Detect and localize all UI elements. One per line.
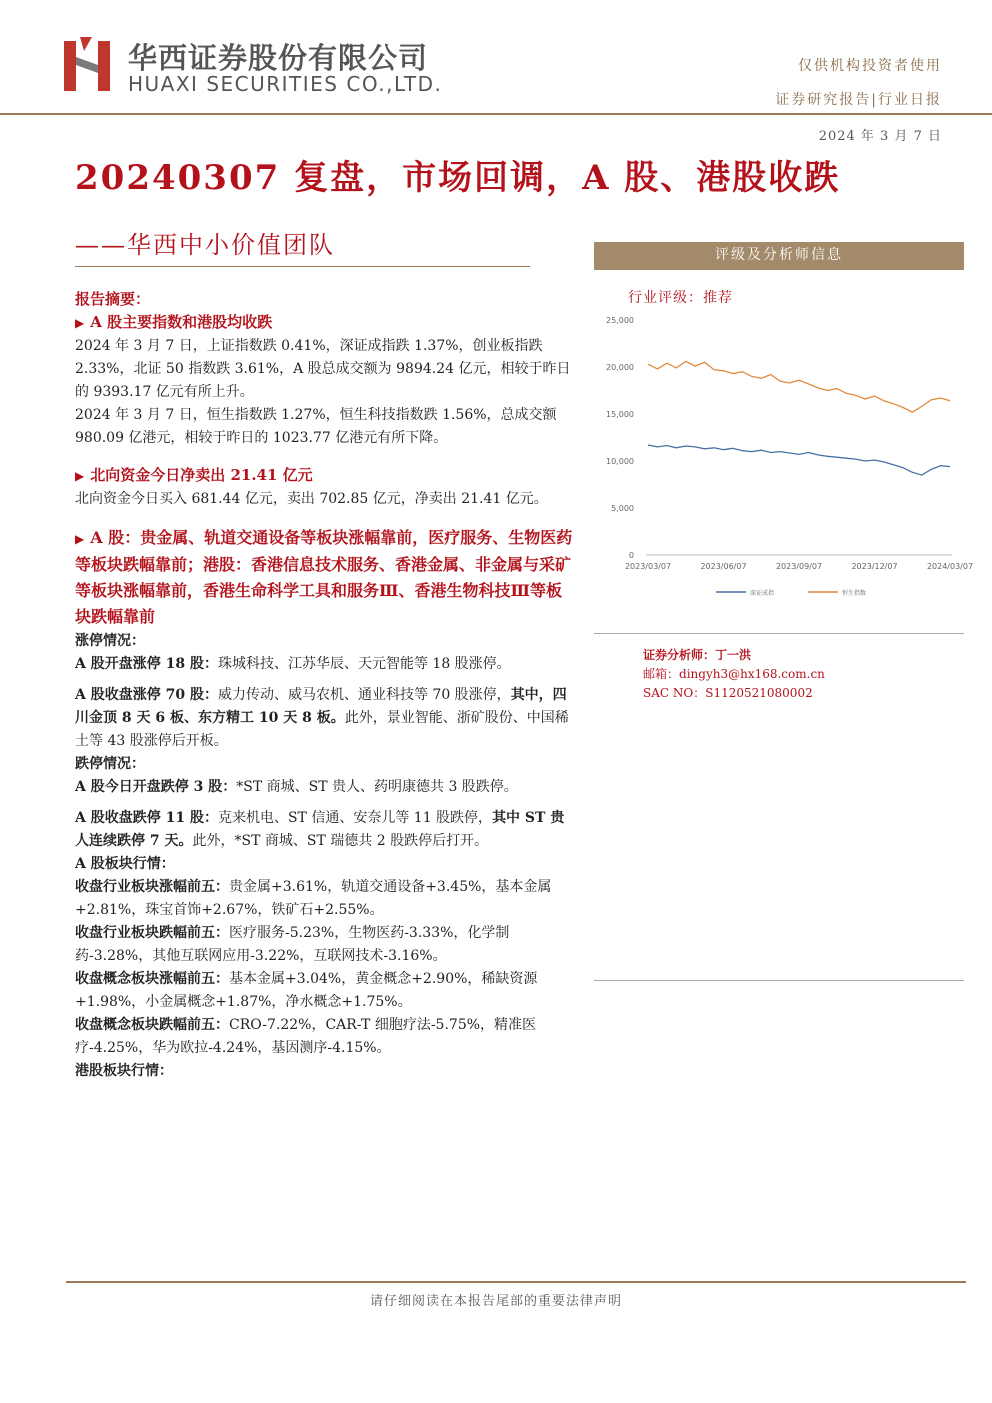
limit-up-open-label: A 股开盘涨停 18 股： [75, 656, 218, 672]
limit-down-close-label: A 股收盘跌停 11 股： [75, 810, 218, 826]
report-summary [75, 288, 575, 1083]
analyst-sac [643, 684, 813, 701]
limit-down-open-text: *ST 商城、ST 贵人、药明康德共 3 股跌停。 [236, 779, 518, 795]
sector-industry-up-label: 收盘行业板块涨幅前五： [75, 879, 229, 895]
sac-label: SAC NO： [643, 686, 706, 700]
limit-up-heading: 涨停情况： [75, 633, 145, 649]
header-divider [0, 113, 992, 115]
x-tick-label: 2023/06/07 [700, 562, 747, 571]
sidebar-separator [594, 633, 964, 634]
y-axis [606, 316, 634, 560]
limit-up-close-tail: 此外，景业智能、浙矿股份、中国稀土等 43 股涨停后开板。 [75, 710, 569, 749]
industry-rating [628, 287, 733, 307]
sector-industry-down-label: 收盘行业板块跌幅前五： [75, 925, 229, 941]
analyst-name: 丁一洪 [715, 648, 752, 662]
sector-industry-down-text: 医疗服务-5.23%，生物医药-3.33%，化学制药-3.28%，其他互联网应用-3.22%，互联网技术-3.16%。 [75, 925, 510, 964]
legal-notice[interactable]: 请仔细阅读在本报告尾部的重要法律声明 [369, 1294, 622, 1309]
limit-down-close-tail: 此外，*ST 商城、ST 瑞德共 2 股跌停后打开。 [192, 833, 489, 849]
y-tick-label: 25,000 [606, 316, 634, 325]
limit-up-close-highlight: 其中，四川金顶 8 天 6 板、东方精工 10 天 8 板。 [75, 687, 567, 726]
legend-label-0: 深证成指 [750, 590, 775, 597]
y-tick-label: 20,000 [606, 363, 634, 372]
sector-industry-up-text: 贵金属+3.61%，轨道交通设备+3.45%，基本金属+2.81%，珠宝首饰+2.67%，铁矿石+2.55%。 [75, 879, 552, 918]
x-tick-label: 2023/09/07 [775, 562, 823, 571]
email-label: 邮箱： [643, 667, 680, 681]
section-2-para-1: 北向资金今日买入 681.44 亿元，卖出 702.85 亿元，净卖出 21.41 亿元。 [75, 491, 548, 507]
footer-divider [66, 1281, 966, 1283]
y-tick-label: 10,000 [606, 457, 634, 466]
section-2-title [75, 464, 575, 488]
limit-down-close-highlight: 其中 ST 贵人连续跌停 7 天。 [75, 810, 565, 849]
team-name: ——华西中小价值团队 [75, 231, 335, 259]
limit-down-close [75, 807, 575, 853]
analyst [643, 646, 751, 663]
audience-note: 仅供机构投资者使用 [798, 58, 942, 74]
sector-industry-down [75, 922, 575, 968]
limit-up-close-label: A 股收盘涨停 70 股： [75, 687, 218, 703]
sidebar-separator-bottom [594, 980, 964, 981]
company-name-cn: 华西证券股份有限公司 [128, 41, 429, 75]
limit-down-close-text: 克来机电、ST 信通、安奈儿等 11 股跌停， [217, 810, 493, 826]
x-tick-label: 2024/03/07 [926, 562, 974, 571]
series-line-1 [648, 361, 950, 412]
y-tick-label: 0 [628, 551, 634, 560]
section-1-title-text: A 股主要指数和港股均收跌 [90, 313, 273, 331]
section-3-title [75, 525, 575, 630]
rating-label: 行业评级： [628, 290, 703, 306]
section-3-title-text: A 股：贵金属、轨道交通设备等板块涨幅靠前，医疗服务、生物医药等板块跌幅靠前；港股：香港信息技术服务、香港金属、非金属与采矿等板块涨幅靠前，香港生命科学工具和服务Ⅲ、香港生物科技Ⅲ等板块跌幅靠前 [75, 528, 573, 626]
limit-up-open [75, 653, 575, 676]
triangle-bullet-icon: ▶ [75, 469, 85, 483]
index-line-chart [596, 305, 986, 605]
sector-heading: A 股板块行情： [75, 856, 175, 872]
sector-concept-down [75, 1014, 575, 1060]
sector-concept-down-text: CRO-7.22%，CAR-T 细胞疗法-5.75%，精准医疗-4.25%，华为欧拉-4.24%，基因测序-4.15%。 [75, 1017, 537, 1056]
sector-concept-up-label: 收盘概念板块涨幅前五： [75, 971, 229, 987]
team-divider [75, 266, 530, 267]
triangle-bullet-icon: ▶ [75, 316, 85, 330]
hk-sector-heading: 港股板块行情： [75, 1063, 173, 1079]
sidebar-divider [594, 268, 964, 270]
analyst-email [643, 665, 825, 682]
limit-down-open-label: A 股今日开盘跌停 3 股： [75, 779, 237, 795]
legend [716, 589, 866, 597]
y-tick-label: 5,000 [611, 504, 634, 513]
limit-up-close-text: 威力传动、威马农机、通业科技等 70 股涨停， [217, 687, 511, 703]
section-1-para-1: 2024 年 3 月 7 日，上证指数跌 0.41%，深证成指跌 1.37%，创业板指跌 2.33%，北证 50 指数跌 3.61%，A 股总成交额为 9894.24 亿元，相较于昨日的 9393.17 亿元有所上升。 [75, 338, 571, 400]
rating-value: 推荐 [703, 290, 733, 306]
x-tick-label: 2023/03/07 [624, 562, 672, 571]
sector-industry-up [75, 876, 575, 922]
series-lines [648, 361, 950, 475]
section-1-title [75, 311, 575, 335]
summary-heading: 报告摘要： [75, 290, 151, 308]
limit-up-close [75, 684, 575, 753]
limit-down-open [75, 776, 575, 799]
limit-up-open-text: 珠城科技、江苏华辰、天元智能等 18 股涨停。 [217, 656, 511, 672]
limit-down-heading: 跌停情况： [75, 756, 145, 772]
x-axis [625, 562, 973, 571]
sac-value: S1120521080002 [705, 686, 813, 700]
report-title: 20240307 复盘，市场回调，A 股、港股收跌 [75, 158, 841, 198]
report-date: 2024 年 3 月 7 日 [818, 129, 942, 144]
section-2-title-text: 北向资金今日净卖出 21.41 亿元 [90, 466, 313, 484]
analyst-label: 证券分析师： [643, 648, 716, 662]
triangle-bullet-icon: ▶ [75, 532, 85, 546]
huaxi-logo-icon [62, 37, 114, 93]
sector-concept-down-label: 收盘概念板块跌幅前五： [75, 1017, 229, 1033]
report-type: 证券研究报告|行业日报 [775, 92, 942, 108]
sector-concept-up [75, 968, 575, 1014]
legend-label-1: 恒生指数 [842, 590, 867, 597]
sector-concept-up-text: 基本金属+3.04%，黄金概念+2.90%，稀缺资源+1.98%，小金属概念+1.87%，净水概念+1.75%。 [75, 971, 538, 1010]
section-1-para-2: 2024 年 3 月 7 日，恒生指数跌 1.27%，恒生科技指数跌 1.56%，总成交额 980.09 亿港元，相较于昨日的 1023.77 亿港元有所下降。 [75, 407, 557, 446]
company-name-en: HUAXI SECURITIES CO.,LTD. [128, 72, 443, 96]
series-line-0 [648, 445, 950, 475]
x-tick-label: 2023/12/07 [851, 562, 898, 571]
y-tick-label: 15,000 [606, 410, 634, 419]
sidebar-heading: 评级及分析师信息 [594, 242, 964, 268]
email-value[interactable]: dingyh3@hx168.com.cn [679, 667, 825, 681]
